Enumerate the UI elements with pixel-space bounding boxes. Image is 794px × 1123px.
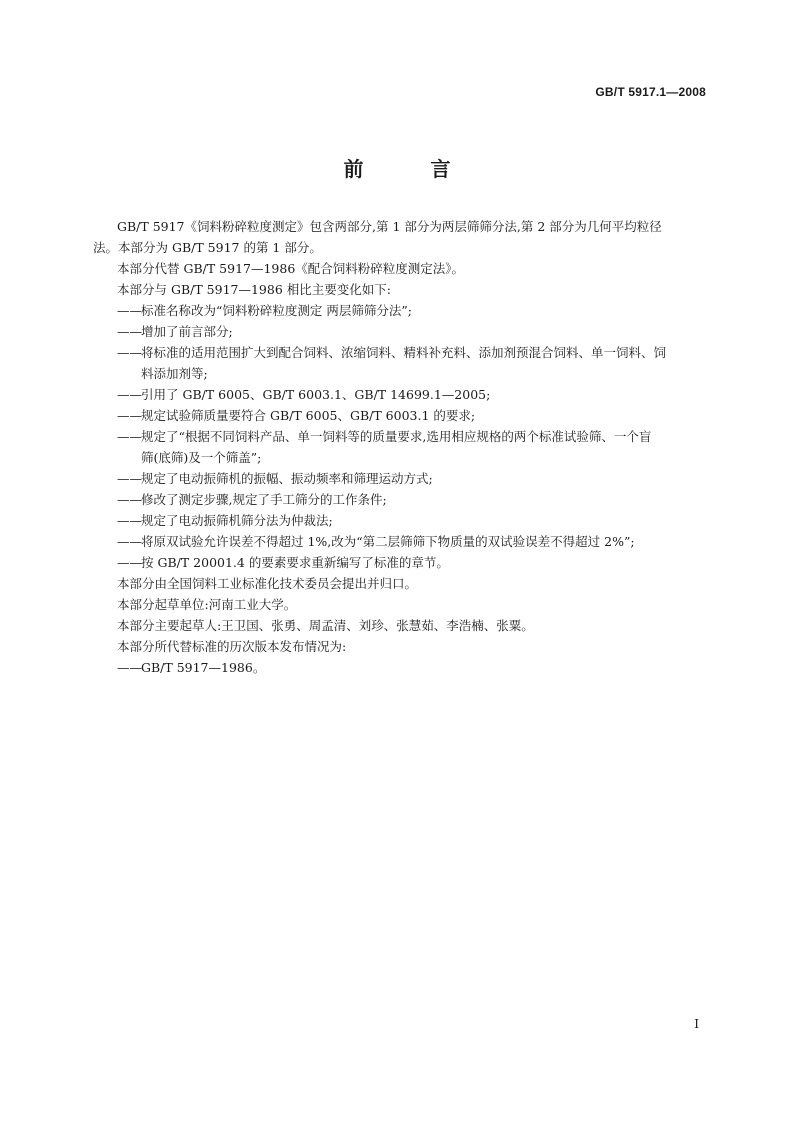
- change-item-text: 规定了电动振筛机筛分法为仲裁法;: [141, 513, 333, 528]
- change-item-5: [93, 405, 708, 426]
- change-item-text: 将原双试验允许误差不得超过 1%,改为“第二层筛筛下物质量的双试验误差不得超过 2%”;: [141, 534, 635, 549]
- change-item-text-line-2: 筛(底筛)及一个筛盖”;: [141, 450, 262, 465]
- change-item-text: 修改了测定步骤,规定了手工筛分的工作条件;: [141, 492, 387, 507]
- change-item-3: [93, 342, 708, 384]
- paragraph-4: 本部分由全国饲料工业标准化技术委员会提出并归口。: [117, 576, 418, 591]
- list-dash: ——: [117, 534, 142, 549]
- foreword-body: [93, 216, 708, 678]
- change-item-10: [93, 531, 708, 552]
- page-number: I: [694, 1017, 699, 1031]
- change-item-8: [93, 489, 708, 510]
- change-item-7: [93, 468, 708, 489]
- list-dash: ——: [117, 429, 142, 444]
- paragraph-6: 本部分主要起草人:王卫国、张勇、周孟清、刘珍、张慧茹、李浩楠、张粟。: [117, 618, 534, 633]
- change-item-9: [93, 510, 708, 531]
- paragraph-1-line-1: GB/T 5917《饲料粉碎粒度测定》包含两部分,第 1 部分为两层筛筛分法,第 2 部分为几何平均粒径: [117, 219, 662, 234]
- change-item-text: 规定了电动振筛机的振幅、振动频率和筛理运动方式;: [141, 471, 433, 486]
- page-title: 前 言: [343, 157, 481, 181]
- list-dash: ——: [117, 408, 142, 423]
- list-dash: ——: [117, 324, 142, 339]
- list-dash: ——: [117, 387, 142, 402]
- change-item-text: 引用了 GB/T 6005、GB/T 6003.1、GB/T 14699.1—2005;: [141, 387, 491, 402]
- change-item-text: 标准名称改为“饲料粉碎粒度测定 两层筛筛分法”;: [141, 303, 412, 318]
- change-item-text: 增加了前言部分;: [141, 324, 233, 339]
- paragraph-2: 本部分代替 GB/T 5917—1986《配合饲料粉碎粒度测定法》。: [117, 261, 465, 276]
- list-dash: ——: [117, 345, 142, 360]
- list-dash: ——: [117, 492, 142, 507]
- list-dash: ——: [117, 303, 142, 318]
- list-dash: ——: [117, 471, 142, 486]
- change-item-text-line-1: 将标准的适用范围扩大到配合饲料、浓缩饲料、精料补充料、添加剂预混合饲料、单一饲料、饲: [141, 345, 667, 360]
- change-item-1: [93, 300, 708, 321]
- change-item-11: [93, 552, 708, 573]
- change-item-text-line-1: 规定了“根据不同饲料产品、单一饲料等的质量要求,选用相应规格的两个标准试验筛、一个盲: [141, 429, 652, 444]
- change-item-4: [93, 384, 708, 405]
- change-item-text: 规定试验筛质量要符合 GB/T 6005、GB/T 6003.1 的要求;: [141, 408, 476, 423]
- standard-code: GB/T 5917.1—2008: [595, 85, 706, 99]
- paragraph-7: 本部分所代替标准的历次版本发布情况为:: [117, 639, 347, 654]
- change-item-text-line-2: 料添加剂等;: [141, 366, 208, 381]
- paragraph-5: 本部分起草单位:河南工业大学。: [117, 597, 297, 612]
- change-item-text: 按 GB/T 20001.4 的要素要求重新编写了标准的章节。: [141, 555, 449, 570]
- change-item-6: [93, 426, 708, 468]
- list-dash: ——: [117, 555, 142, 570]
- history-item-text: GB/T 5917—1986。: [141, 660, 266, 675]
- list-dash: ——: [117, 513, 142, 528]
- paragraph-3: 本部分与 GB/T 5917—1986 相比主要变化如下:: [117, 282, 391, 297]
- change-item-2: [93, 321, 708, 342]
- paragraph-1-line-2: 法。本部分为 GB/T 5917 的第 1 部分。: [93, 240, 322, 255]
- list-dash: ——: [117, 660, 142, 675]
- history-item: [93, 657, 708, 678]
